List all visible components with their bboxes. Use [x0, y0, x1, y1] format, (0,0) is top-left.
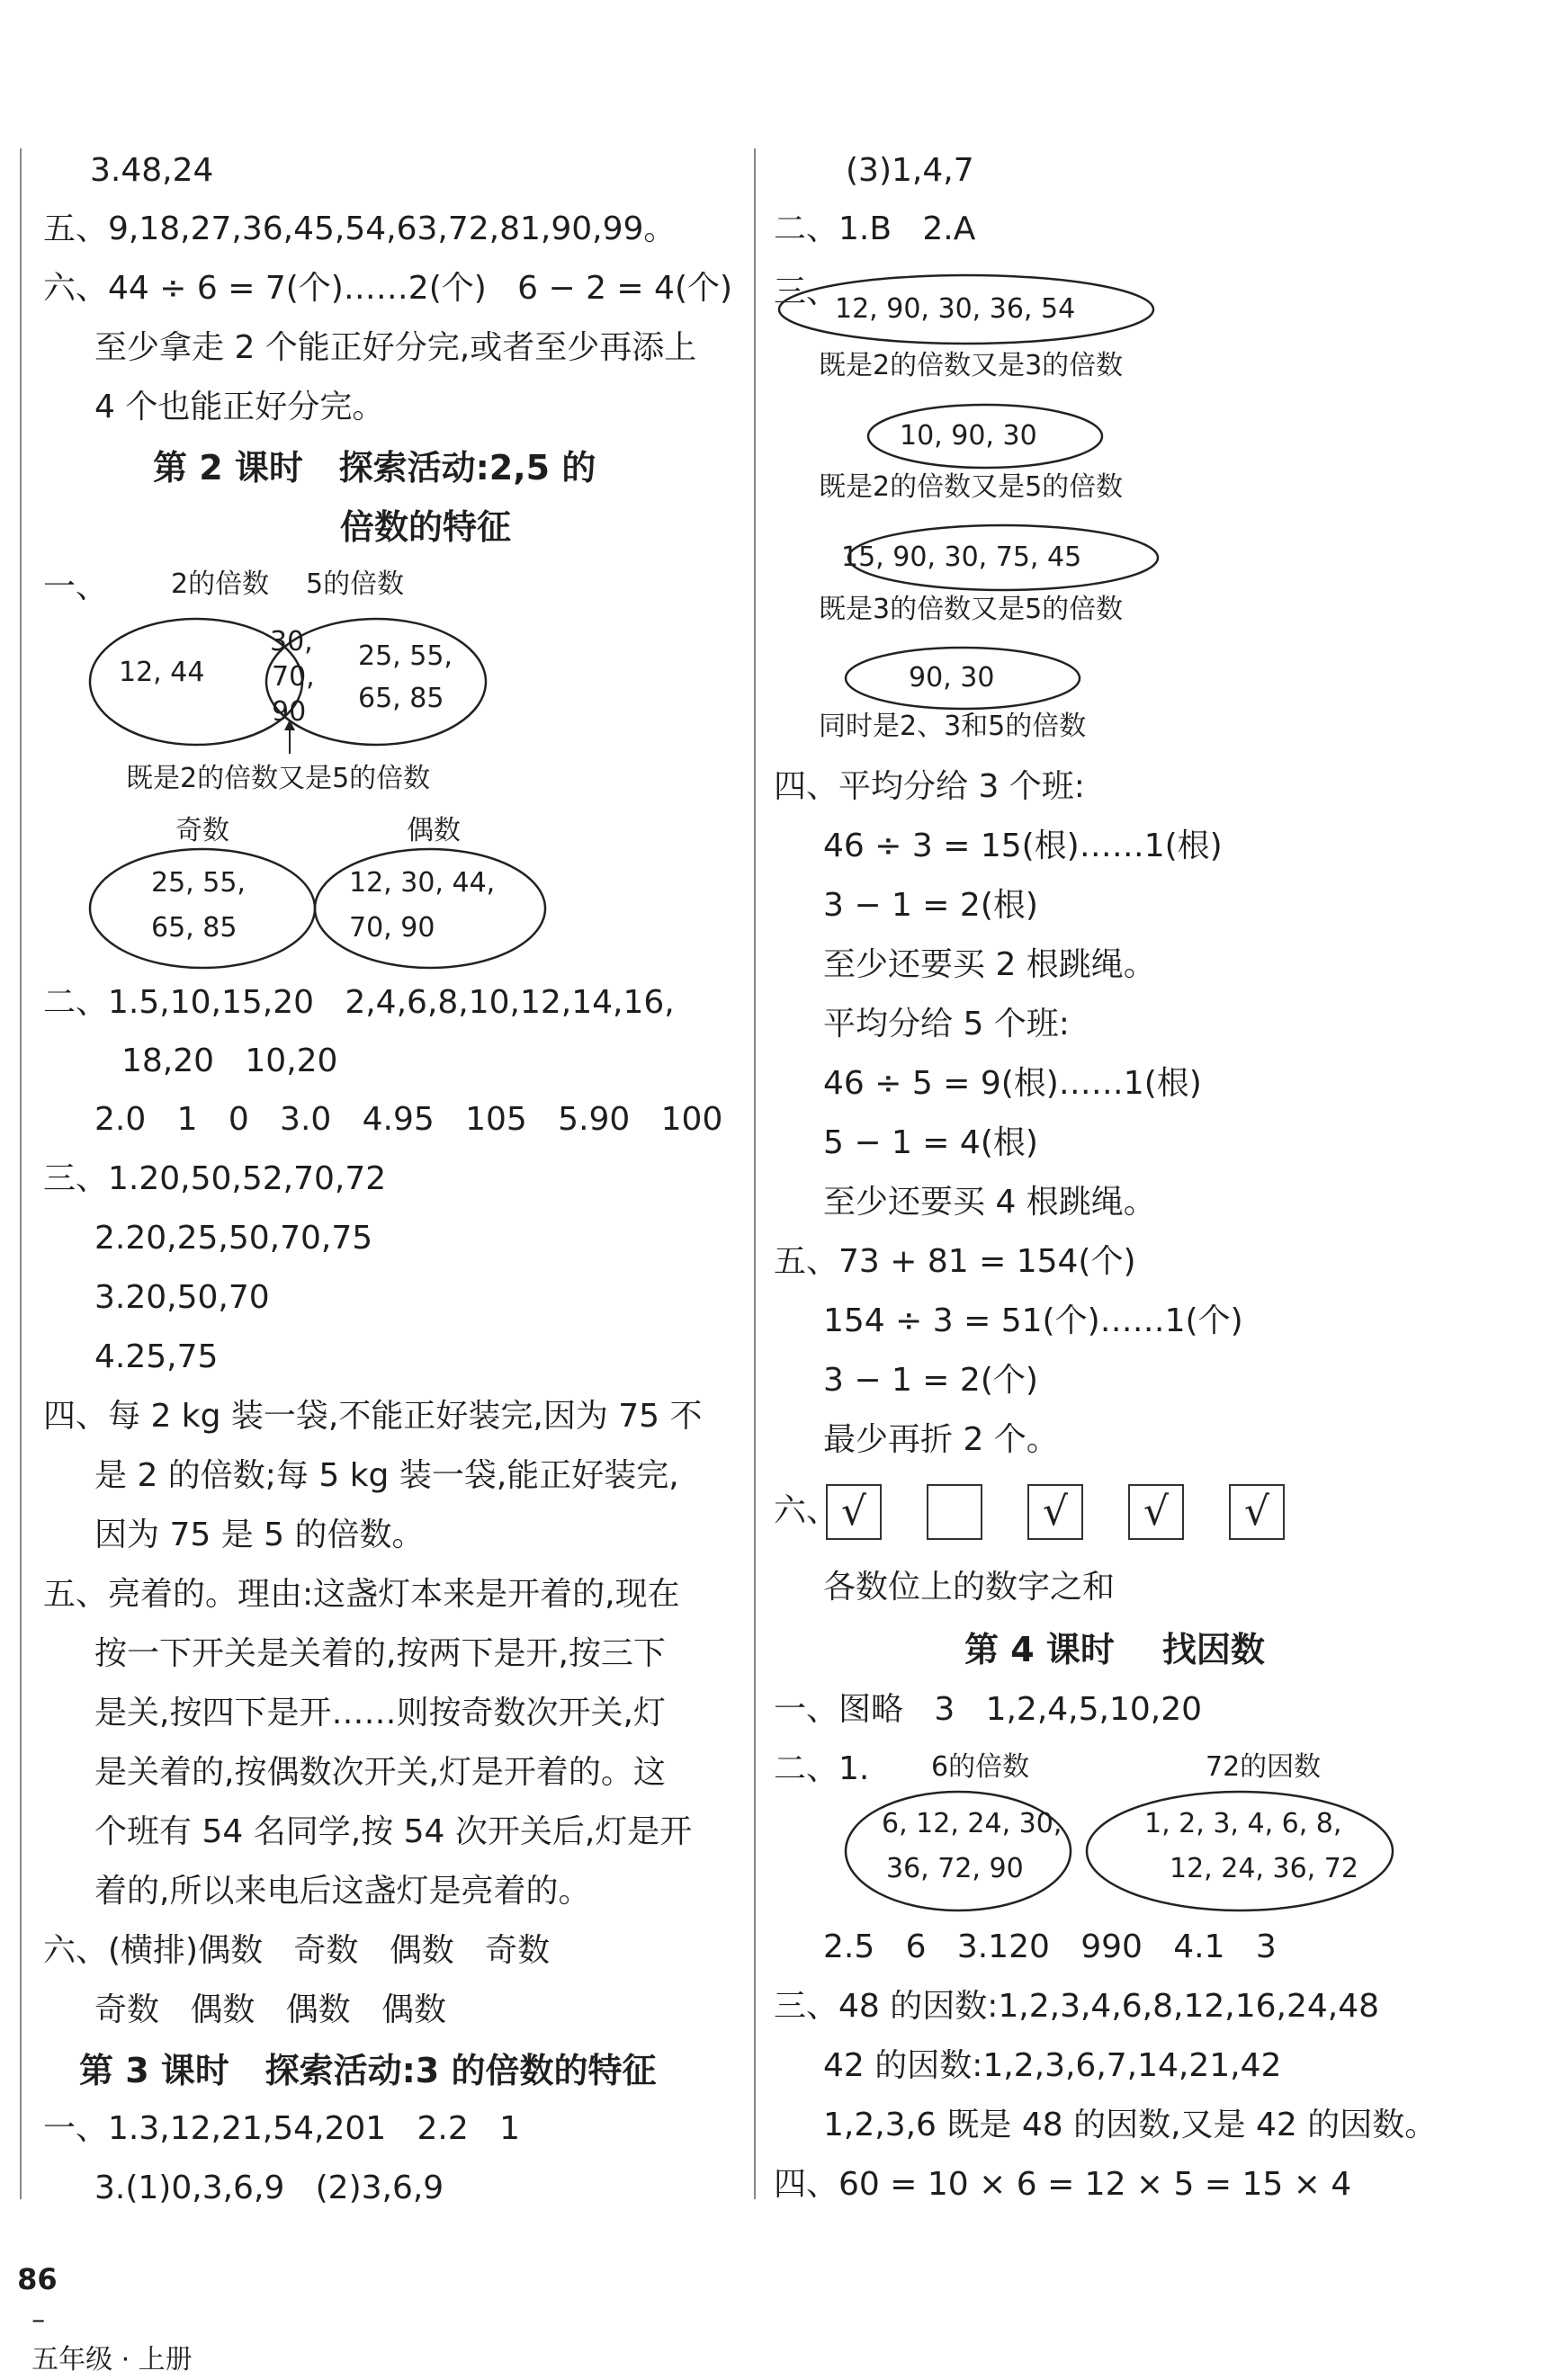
oval-4-caption: 同时是2、3和5的倍数: [819, 711, 1087, 742]
footer-dash: –: [31, 2304, 46, 2336]
venn-right-only-1: 25, 55,: [358, 640, 453, 672]
venn-caption: 既是2的倍数又是5的倍数: [126, 763, 431, 794]
factors-values-2: 12, 24, 36, 72: [1170, 1853, 1358, 1884]
section-1-label: 一、: [43, 568, 109, 605]
left-line-9: 三、1.20,50,52,70,72: [43, 1160, 387, 1197]
oval-3-caption: 既是3的倍数又是5的倍数: [819, 594, 1124, 625]
venn-both-2: 70,: [272, 661, 315, 693]
left-line-25: 3.(1)0,3,6,9 (2)3,6,9: [94, 2170, 444, 2206]
odd-values-1: 25, 55,: [151, 867, 246, 899]
oval-4-text: 90, 30: [909, 662, 995, 693]
multiples-of-6-label: 6的倍数: [931, 1751, 1030, 1783]
venn-label-2: 2的倍数: [171, 568, 270, 600]
left-line-5: 4 个也能正好分完。: [94, 389, 385, 425]
oval-2-text: 10, 90, 30: [900, 420, 1037, 452]
oval-3-text: 15, 90, 30, 75, 45: [841, 541, 1082, 573]
venn-label-5: 5的倍数: [306, 568, 405, 600]
right-line-1: (3)1,4,7: [846, 152, 974, 189]
left-line-21: 着的,所以来电后这盏灯是亮着的。: [94, 1873, 591, 1910]
even-values-2: 70, 90: [349, 912, 435, 944]
left-line-17: 按一下开关是关着的,按两下是开,按三下: [94, 1635, 666, 1672]
right-line-5: 46 ÷ 3 = 15(根)……1(根): [823, 828, 1223, 864]
left-line-1: 3.48,24: [90, 152, 214, 189]
right-line-7: 至少还要买 2 根跳绳。: [823, 946, 1156, 983]
left-line-3: 六、44 ÷ 6 = 7(个)……2(个) 6 − 2 = 4(个): [43, 270, 733, 307]
left-line-24: 一、1.3,12,21,54,201 2.2 1: [43, 2110, 520, 2147]
odd-values-2: 65, 85: [151, 912, 238, 944]
lesson-2-title-b: 倍数的特征: [340, 507, 512, 547]
right-line-22: 42 的因数:1,2,3,6,7,14,21,42: [823, 2047, 1282, 2084]
right-line-3-label: 三、: [774, 273, 839, 310]
footer-grade: 五年级 · 上册: [31, 2344, 193, 2376]
factors-of-72-label: 72的因数: [1206, 1751, 1322, 1783]
right-line-19-label: 二、1.: [774, 1750, 870, 1787]
right-line-16-label: 六、: [774, 1492, 839, 1529]
check-box-2: [927, 1484, 982, 1540]
odd-label: 奇数: [175, 815, 229, 846]
check-box-4: √: [1128, 1484, 1184, 1540]
lesson-3-title: 第 3 课时 探索活动:3 的倍数的特征: [79, 2051, 657, 2090]
left-line-7: 18,20 10,20: [121, 1042, 338, 1079]
right-line-8: 平均分给 5 个班:: [823, 1006, 1070, 1042]
right-line-10: 5 − 1 = 4(根): [823, 1124, 1038, 1161]
page-number: 86: [17, 2262, 58, 2296]
multiples-values-2: 36, 72, 90: [886, 1853, 1024, 1884]
right-line-12: 五、73 + 81 = 154(个): [774, 1243, 1136, 1280]
right-line-24: 四、60 = 10 × 6 = 12 × 5 = 15 × 4: [774, 2166, 1352, 2203]
footer: [0, 2220, 193, 2380]
right-line-21: 三、48 的因数:1,2,3,4,6,8,12,16,24,48: [774, 1988, 1380, 2025]
venn-both-3: 90: [272, 696, 307, 728]
lesson-2-title-a: 第 2 课时 探索活动:2,5 的: [153, 448, 596, 488]
right-line-15: 最少再折 2 个。: [823, 1421, 1059, 1458]
left-line-20: 个班有 54 名同学,按 54 次开关后,灯是开: [94, 1813, 693, 1850]
left-line-15: 因为 75 是 5 的倍数。: [94, 1517, 425, 1553]
left-line-11: 3.20,50,70: [94, 1279, 270, 1316]
right-line-18: 一、图略 3 1,2,4,5,10,20: [774, 1691, 1203, 1728]
right-line-6: 3 − 1 = 2(根): [823, 887, 1038, 924]
left-line-22: 六、(横排)偶数 奇数 偶数 奇数: [43, 1932, 551, 1969]
left-line-23: 奇数 偶数 偶数 偶数: [94, 1991, 446, 2028]
multiples-values-1: 6, 12, 24, 30,: [882, 1808, 1062, 1839]
left-line-2: 五、9,18,27,36,45,54,63,72,81,90,99。: [43, 210, 677, 247]
left-line-18: 是关,按四下是开……则按奇数次开关,灯: [94, 1695, 666, 1731]
check-box-5: √: [1229, 1484, 1285, 1540]
right-line-4: 四、平均分给 3 个班:: [774, 768, 1085, 805]
left-line-19: 是关着的,按偶数次开关,灯是开着的。这: [94, 1754, 666, 1791]
lesson-4-title: 第 4 课时 找因数: [964, 1630, 1265, 1669]
factors-values-1: 1, 2, 3, 4, 6, 8,: [1144, 1808, 1342, 1839]
check-box-3: √: [1027, 1484, 1083, 1540]
oval-1-text: 12, 90, 30, 36, 54: [835, 293, 1076, 325]
right-line-11: 至少还要买 4 根跳绳。: [823, 1184, 1156, 1221]
right-line-17: 各数位上的数字之和: [823, 1569, 1116, 1606]
right-line-23: 1,2,3,6 既是 48 的因数,又是 42 的因数。: [823, 2107, 1438, 2143]
left-line-16: 五、亮着的。理由:这盏灯本来是开着的,现在: [43, 1576, 680, 1613]
oval-1-caption: 既是2的倍数又是3的倍数: [819, 350, 1124, 381]
left-line-12: 4.25,75: [94, 1338, 219, 1375]
left-line-4: 至少拿走 2 个能正好分完,或者至少再添上: [94, 329, 697, 366]
left-line-8: 2.0 1 0 3.0 4.95 105 5.90 100: [94, 1101, 723, 1138]
even-label: 偶数: [407, 815, 461, 846]
even-values-1: 12, 30, 44,: [349, 867, 496, 899]
left-line-6: 二、1.5,10,15,20 2,4,6,8,10,12,14,16,: [43, 984, 675, 1021]
left-line-14: 是 2 的倍数;每 5 kg 装一袋,能正好装完,: [94, 1457, 679, 1494]
venn-left-only: 12, 44: [119, 657, 205, 688]
left-line-10: 2.20,25,50,70,75: [94, 1220, 373, 1257]
venn-right-only-2: 65, 85: [358, 683, 444, 714]
right-line-20: 2.5 6 3.120 990 4.1 3: [823, 1928, 1277, 1965]
oval-2-caption: 既是2的倍数又是5的倍数: [819, 471, 1124, 503]
venn-both-1: 30,: [270, 626, 313, 658]
right-line-14: 3 − 1 = 2(个): [823, 1362, 1038, 1399]
check-box-1: √: [826, 1484, 882, 1540]
right-line-2: 二、1.B 2.A: [774, 210, 976, 247]
right-line-13: 154 ÷ 3 = 51(个)……1(个): [823, 1302, 1243, 1339]
left-line-13: 四、每 2 kg 装一袋,不能正好装完,因为 75 不: [43, 1398, 703, 1435]
right-line-9: 46 ÷ 5 = 9(根)……1(根): [823, 1065, 1202, 1102]
